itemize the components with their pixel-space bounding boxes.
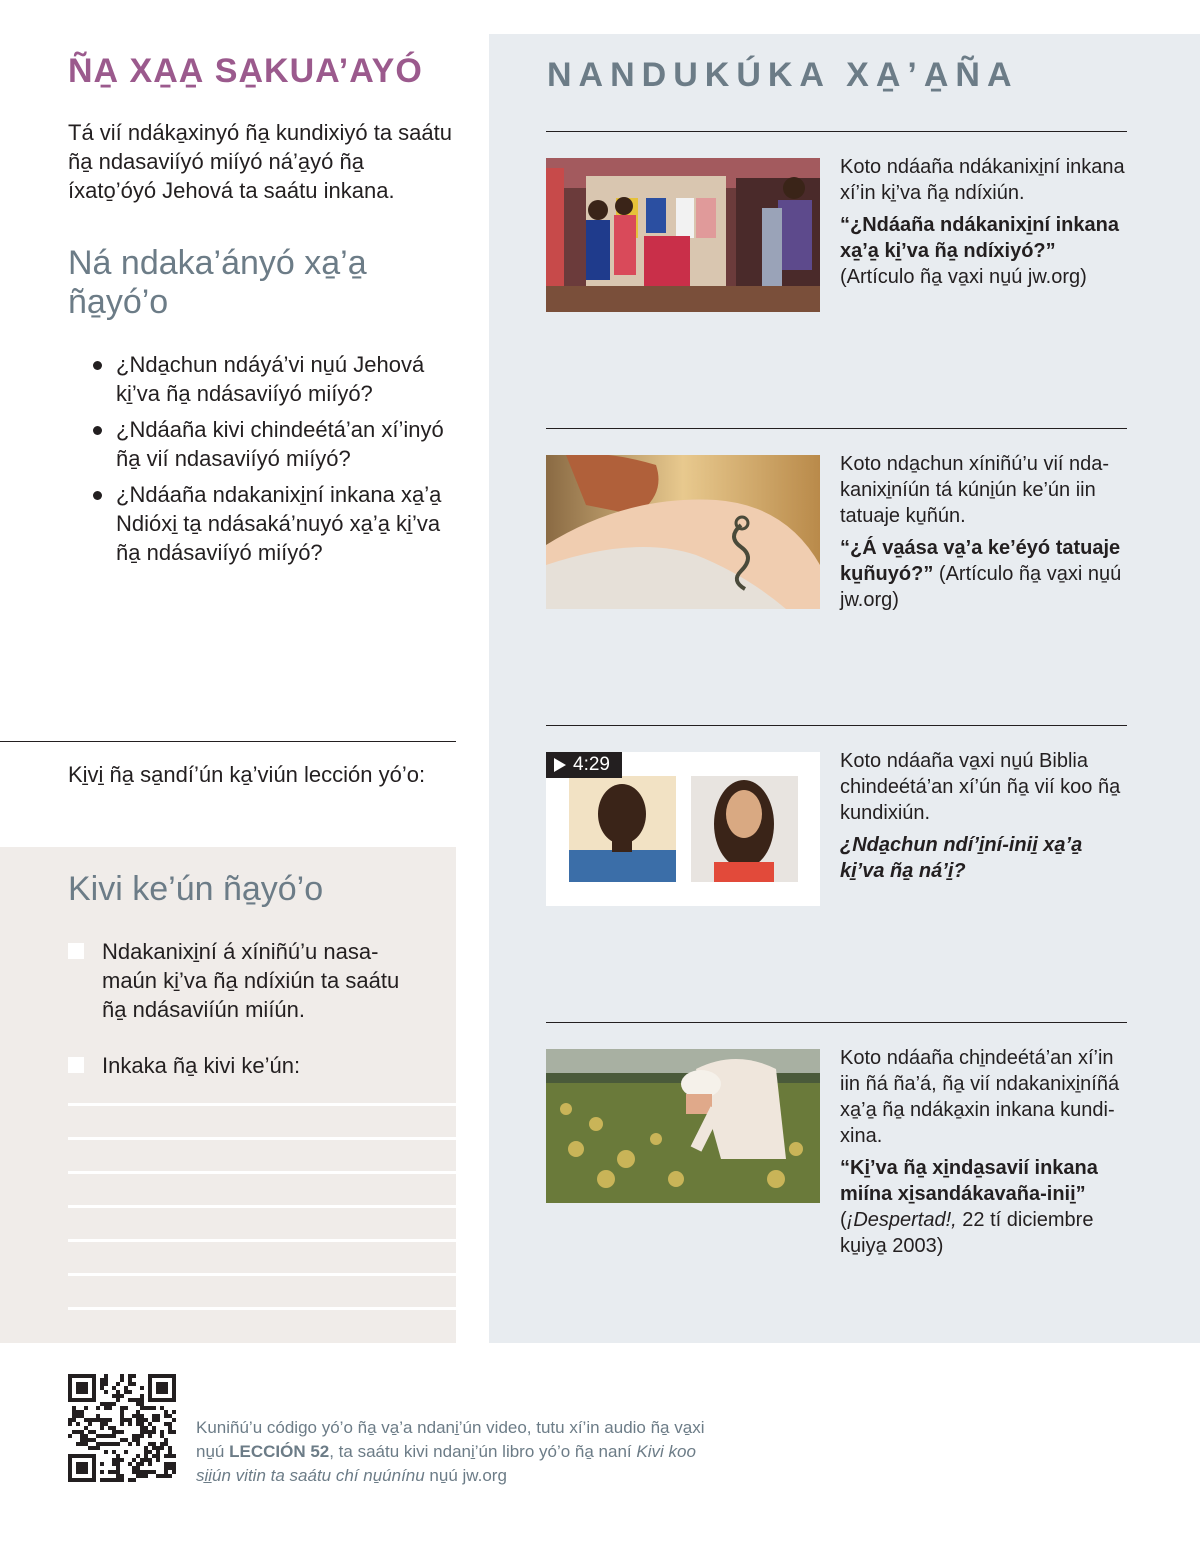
- citation-date: 22 tí diciembre ku̱iya̱ 2003): [840, 1209, 1094, 1257]
- video-thumbnail[interactable]: [546, 752, 820, 906]
- bullet-icon: [93, 491, 102, 500]
- write-line[interactable]: [68, 1103, 456, 1106]
- review-question-text: ¿Ndáaña ndakanixi̱ní inkana xa̱’a̱ Ndióxi̱ ta̱ ndásaká’nuyó xa̱’a̱ ki̱’va ña̱ ndásaviíyó miíyó?: [116, 482, 442, 565]
- footer-text: [196, 1416, 716, 1488]
- review-question: [90, 350, 458, 408]
- review-question-text: ¿Nda̱chun ndáyá’vi nu̱ú Jehová ki̱’va ña̱ ndásaviíyó miíyó?: [116, 352, 425, 406]
- divider: [0, 741, 456, 742]
- explore-item-title[interactable]: “¿Á va̱ása va̱’a ke’éyó tatuaje ku̱ñuyó?”: [840, 537, 1121, 585]
- explore-item-text: [840, 451, 1125, 613]
- footer-text-part: nu̱ú jw.org: [424, 1466, 507, 1485]
- summary-text: Tá vií ndáka̱xinyó ña̱ kundixiyó ta saátu ña̱ ndasaviíyó miíyó ná’a̱yó ña̱ íxato̱’óyó Jehová ta saátu inkana.: [68, 120, 453, 203]
- explore-item-title[interactable]: ¿Nda̱chun ndí’i̱ní-inii̱ xa̱’a̱ ki̱’va ña̱ ná’i̱?: [840, 834, 1083, 882]
- explore-item-title[interactable]: “Ki̱’va ña̱ xi̱nda̱savií inkana miína xi̱sandákavaña-inii̱”: [840, 1157, 1098, 1205]
- explore-item-citation: (Artículo ña̱ va̱xi nu̱ú jw.org): [840, 266, 1087, 288]
- field-worker-image[interactable]: [546, 1049, 820, 1203]
- review-question: [90, 415, 458, 473]
- explore-item-intro: Koto ndáaña chi̱ndeétá’an xí’in iin ñá ña’á, ña̱ vií ndakanixi̱níñá xa̱’a̱ ña̱ ndáka̱xin inkana kundixina.: [840, 1047, 1120, 1147]
- play-icon: [554, 758, 566, 772]
- write-line[interactable]: [68, 1171, 456, 1174]
- bullet-icon: [93, 361, 102, 370]
- write-line[interactable]: [68, 1307, 456, 1310]
- citation-open: (: [840, 1209, 847, 1231]
- divider: [546, 725, 1127, 726]
- explore-item-reference[interactable]: [840, 535, 1125, 613]
- write-line[interactable]: [68, 1273, 456, 1276]
- video-duration-badge: [546, 752, 622, 778]
- footer-text-part: , ta saátu kivi ndani̱’ún libro yó’o ña̱ naní: [329, 1442, 637, 1461]
- summary-title: ÑA̱ XA̱A̱ SA̱KUA’AYÓ: [68, 52, 423, 90]
- review-heading: Ná ndaka’ányó xa̱’a̱ ña̱yó’o: [68, 244, 367, 321]
- clothing-store-image[interactable]: [546, 158, 820, 312]
- explore-item-title[interactable]: “¿Ndáaña ndákanixi̱ní inkana xa̱’a̱ ki̱’va ña̱ ndíxiyó?”: [840, 214, 1119, 262]
- review-question: [90, 480, 458, 567]
- footer-text-part: Kuniñú’u código yó’o ña̱ va̱’a ndani̱’ún video, tutu xí’in audio ña̱ va̱xi nu̱ú: [196, 1418, 705, 1461]
- video-duration: 4:29: [573, 754, 610, 775]
- goal-item-text: Ndakanixi̱ní á xíniñú’u nasamaún ki̱’va ña̱ ndíxiún ta saátu ña̱ ndásaviíún miíún.: [102, 939, 400, 1022]
- tattoo-shoulder-image[interactable]: [546, 455, 820, 609]
- write-line[interactable]: [68, 1205, 456, 1208]
- write-line[interactable]: [68, 1137, 456, 1140]
- explore-item-reference[interactable]: [840, 1155, 1125, 1259]
- review-question-text: ¿Ndáaña kivi chindeétá’an xí’inyó ña̱ vií ndasaviíyó miíyó?: [116, 417, 444, 471]
- magazine-name: ¡Despertad!,: [846, 1209, 957, 1231]
- explore-item-citation: [840, 1209, 1093, 1257]
- checkbox[interactable]: [68, 943, 84, 959]
- explore-item-citation: (Artículo ña̱ va̱xi nu̱ú jw.org): [840, 563, 1122, 611]
- explore-item-text: [840, 1045, 1125, 1259]
- explore-item-intro: Koto nda̱chun xíniñú’u vií ndakanixi̱níún tá kúni̱ún ke’ún iin tatuaje ku̱ñún.: [840, 453, 1110, 527]
- goal-item-text: Inkaka ña̱ kivi ke’ún:: [102, 1053, 301, 1078]
- explore-item-intro: Koto ndáaña ndákanixi̱ní inkana xí’in ki̱’va ña̱ ndíxiún.: [840, 156, 1125, 204]
- qr-code-icon[interactable]: [68, 1374, 176, 1482]
- divider: [546, 1022, 1127, 1023]
- completion-date-label: Ki̱vi̱ ña̱ sa̱ndí’ún ka̱’viún lección yó’o:: [68, 762, 426, 787]
- explore-item-reference[interactable]: [840, 212, 1125, 290]
- explore-title: NANDUKÚKA XA̱’A̱ÑA: [547, 56, 1019, 94]
- goal-box: [0, 847, 456, 1343]
- footer-book-title: Kivi koo si̱i̱ún vitin ta saátu chí nu̱únínu: [196, 1442, 696, 1485]
- footer-lesson: LECCIÓN 52: [229, 1442, 330, 1461]
- review-question-list: [90, 350, 458, 574]
- bullet-icon: [93, 426, 102, 435]
- explore-item-intro: Koto ndáaña va̱xi nu̱ú Biblia chindeétá’an xí’ún ña̱ vií koo ña̱ kundixiún.: [840, 750, 1121, 824]
- explore-item-text: [840, 154, 1125, 290]
- write-line[interactable]: [68, 1239, 456, 1242]
- divider: [546, 428, 1127, 429]
- explore-item-text: [840, 748, 1125, 884]
- goal-heading: Kivi ke’ún ña̱yó’o: [68, 870, 324, 908]
- divider: [546, 131, 1127, 132]
- checkbox[interactable]: [68, 1057, 84, 1073]
